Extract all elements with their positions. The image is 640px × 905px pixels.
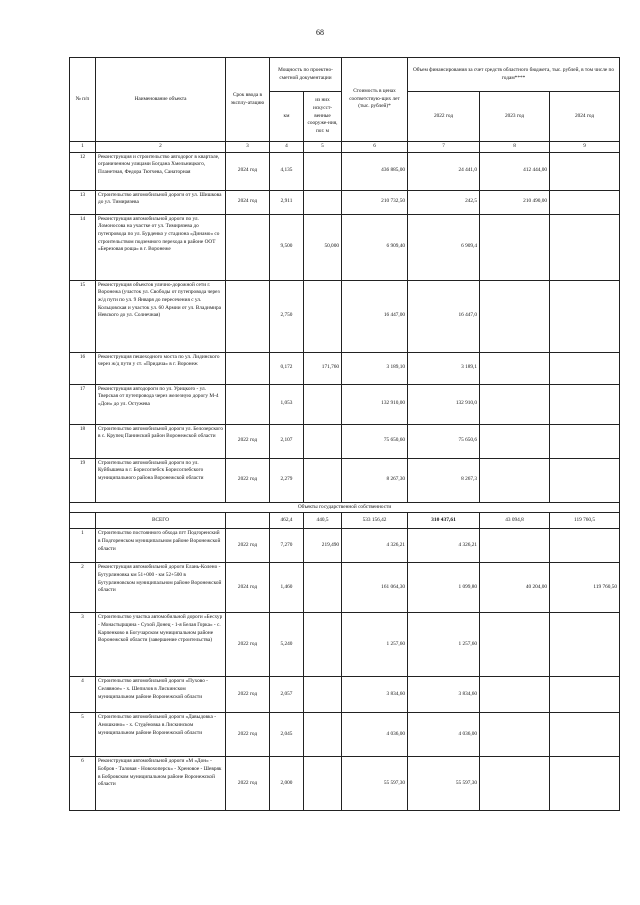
table-row <box>70 529 620 563</box>
commission-term: 2024 год <box>226 563 270 613</box>
finance-2024 <box>550 152 620 190</box>
table-row <box>70 424 620 458</box>
finance-2023: 40 204,00 <box>480 563 550 613</box>
header-term: Срок ввода в эксплу-атацию <box>226 58 270 142</box>
total-label: ВСЕГО <box>96 513 226 529</box>
table-row <box>70 352 620 384</box>
row-number: 18 <box>70 424 96 458</box>
column-number: 2 <box>96 142 226 153</box>
header-artificial: из них искусст-венные сооруже-ния, пог. м <box>304 92 342 142</box>
total-artificial: 440,5 <box>304 513 342 529</box>
cost-value: 4 326,21 <box>342 529 408 563</box>
capacity-km: 7,270 <box>270 529 304 563</box>
section-row <box>70 502 620 513</box>
row-number: 15 <box>70 280 96 352</box>
object-name: Строительство участка автомобильной дороги «Бесхур - Монастырщина - Сухой Донец - 1-я Белая Горка» - с. Карпенково в Богучарском муниципальном районе Воронежской области (завершение строительства) <box>96 613 226 677</box>
table-row <box>70 384 620 424</box>
table-row <box>70 563 620 613</box>
finance-2023 <box>480 214 550 280</box>
finance-2022: 75 650,6 <box>408 424 480 458</box>
commission-term <box>226 384 270 424</box>
commission-term: 2022 год <box>226 613 270 677</box>
artificial-structures <box>304 677 342 713</box>
cost-value: 161 064,30 <box>342 563 408 613</box>
object-name: Реконструкция пешеходного моста по ул. Лидинского через ж/д пути у ст. «Придача» в г. Воронеж <box>96 352 226 384</box>
capacity-km: 1,053 <box>270 384 304 424</box>
header-finance: Объем финансирования за счет средств областного бюджета, тыс. рублей, в том числе по годам**** <box>408 58 620 92</box>
finance-2024 <box>550 190 620 214</box>
commission-term: 2022 год <box>226 529 270 563</box>
total-km: 462,4 <box>270 513 304 529</box>
header-name: Наименование объекта <box>96 58 226 142</box>
finance-2022: 4 326,21 <box>408 529 480 563</box>
capacity-km: 2,000 <box>270 757 304 811</box>
total-2024: 119 760,5 <box>550 513 620 529</box>
cost-value: 4 036,00 <box>342 713 408 757</box>
row-number: 1 <box>70 529 96 563</box>
column-number: 9 <box>550 142 620 153</box>
finance-2024 <box>550 352 620 384</box>
artificial-structures <box>304 384 342 424</box>
row-number: 17 <box>70 384 96 424</box>
header-2023: 2023 год <box>480 92 550 142</box>
artificial-structures: 50,000 <box>304 214 342 280</box>
page-number: 68 <box>316 28 324 37</box>
object-name: Реконструкция автомобильной дороги по ул. Ломоносова на участке от ул. Тимирязева до путепровода по ул. Бурденко у стадиона «Динамо» со строительством подземного перехода в районе ООТ «Березовая роща» в г. Воронеже <box>96 214 226 280</box>
finance-2023 <box>480 613 550 677</box>
commission-term: 2022 год <box>226 424 270 458</box>
finance-2022: 1 257,60 <box>408 613 480 677</box>
finance-2023 <box>480 352 550 384</box>
capacity-km: 1,460 <box>270 563 304 613</box>
finance-2024 <box>550 384 620 424</box>
table-row <box>70 458 620 502</box>
header-2022: 2022 год <box>408 92 480 142</box>
table-row <box>70 713 620 757</box>
finance-2022: 1 099,80 <box>408 563 480 613</box>
capacity-km: 2,750 <box>270 280 304 352</box>
commission-term: 2022 год <box>226 713 270 757</box>
artificial-structures <box>304 458 342 502</box>
capacity-km: 2,057 <box>270 677 304 713</box>
artificial-structures <box>304 152 342 190</box>
object-name: Строительство автомобильной дороги «Пухово - Селявное» - х. Шепилов в Лискинском муниципальном районе Воронежской области <box>96 677 226 713</box>
commission-term: 2024 год <box>226 190 270 214</box>
row-number: 12 <box>70 152 96 190</box>
table-row <box>70 214 620 280</box>
finance-2023 <box>480 384 550 424</box>
object-name: Реконструкция автомобильной дороги Елань-Коленo - Бутурлиновка км 51+000 - км 52+500 в Бутурлиновском муниципальном районе Воронежской области <box>96 563 226 613</box>
artificial-structures <box>304 424 342 458</box>
finance-2024 <box>550 280 620 352</box>
row-number: 14 <box>70 214 96 280</box>
finance-2022: 6 909,4 <box>408 214 480 280</box>
commission-term <box>226 214 270 280</box>
table-row <box>70 190 620 214</box>
section-title: Объекты государственной собственности <box>70 502 620 513</box>
row-number: 5 <box>70 713 96 757</box>
object-name: Реконструкция автодороги по ул. Урицкого - ул. Тверская от путепровода через железную дорогу М-4 «Дон» до ул. Остужева <box>96 384 226 424</box>
commission-term <box>226 280 270 352</box>
artificial-structures <box>304 280 342 352</box>
column-number: 1 <box>70 142 96 153</box>
capacity-km: 0,172 <box>270 352 304 384</box>
object-name: Строительство автомобильной дороги от ул. Шишкова до ул. Тимирязева <box>96 190 226 214</box>
capacity-km: 2,279 <box>270 458 304 502</box>
finance-2024 <box>550 214 620 280</box>
commission-term: 2024 год <box>226 152 270 190</box>
object-name: Реконструкция автомобильной дороги «М «Дон» - Бобров - Таловая - Новохоперск» - Хреновое - Шевряк в Бобровском муниципальном районе Воронежской области <box>96 757 226 811</box>
cost-value: 75 650,60 <box>342 424 408 458</box>
object-name: Реконструкция и строительство автодорог в квартале, ограниченном улицами Богдана Хмельницкого, Планетная, Федора Тютчева, Санаторная <box>96 152 226 190</box>
finance-2024 <box>550 458 620 502</box>
row-number: 6 <box>70 757 96 811</box>
table-row <box>70 152 620 190</box>
finance-2022: 16 447,0 <box>408 280 480 352</box>
finance-2022: 3 189,1 <box>408 352 480 384</box>
object-name: Строительство автомобильной дороги ул. Белозерского в с. Крупец Панинский район Воронежской области <box>96 424 226 458</box>
commission-term: 2022 год <box>226 757 270 811</box>
column-number: 3 <box>226 142 270 153</box>
finance-2024 <box>550 713 620 757</box>
row-number: 3 <box>70 613 96 677</box>
finance-2023: 412 444,00 <box>480 152 550 190</box>
table-row <box>70 280 620 352</box>
header-num: № п/п <box>70 58 96 142</box>
cost-value: 8 267,30 <box>342 458 408 502</box>
cost-value: 210 732,50 <box>342 190 408 214</box>
table-row <box>70 757 620 811</box>
object-name: Строительство автомобильной дороги по ул. Куйбышева в г. Борисоглебск Борисоглебского муниципального района Воронежской области <box>96 458 226 502</box>
object-name: Строительство постоянного обхода пгт Подгоренский в Подгоренском муниципальном районе Воронежской области <box>96 529 226 563</box>
total-2023: 43 094,8 <box>480 513 550 529</box>
capacity-km: 2,045 <box>270 713 304 757</box>
finance-2023 <box>480 757 550 811</box>
finance-2023 <box>480 458 550 502</box>
finance-2022: 3 834,60 <box>408 677 480 713</box>
cost-value: 1 257,60 <box>342 613 408 677</box>
artificial-structures: 219,490 <box>304 529 342 563</box>
finance-2022: 24 441,0 <box>408 152 480 190</box>
finance-2022: 132 910,0 <box>408 384 480 424</box>
financing-table <box>69 57 620 811</box>
finance-2022: 8 267,3 <box>408 458 480 502</box>
object-name: Реконструкция объектов улично-дорожной сети г. Воронежа (участок ул. Свободы от путепровода через ж/д пути по ул. 9 Января до пересечения с ул. Кольцовская и участок ул. 60 Армии от ул. Владимира Невского до ул. Солнечная) <box>96 280 226 352</box>
table-row <box>70 677 620 713</box>
cost-value: 3 834,60 <box>342 677 408 713</box>
header-2024: 2024 год <box>550 92 620 142</box>
capacity-km: 2,911 <box>270 190 304 214</box>
column-number: 6 <box>342 142 408 153</box>
column-number: 7 <box>408 142 480 153</box>
column-number: 8 <box>480 142 550 153</box>
cost-value: 3 189,10 <box>342 352 408 384</box>
total-cost: 533 156,42 <box>342 513 408 529</box>
finance-2024 <box>550 529 620 563</box>
commission-term: 2022 год <box>226 677 270 713</box>
finance-2024: 119 760,50 <box>550 563 620 613</box>
finance-2023 <box>480 713 550 757</box>
artificial-structures <box>304 563 342 613</box>
capacity-km: 9,500 <box>270 214 304 280</box>
finance-2022: 4 036,00 <box>408 713 480 757</box>
row-number: 2 <box>70 563 96 613</box>
commission-term: 2022 год <box>226 458 270 502</box>
finance-2024 <box>550 677 620 713</box>
cost-value: 436 885,00 <box>342 152 408 190</box>
finance-2023: 210 490,00 <box>480 190 550 214</box>
cost-value: 16 447,00 <box>342 280 408 352</box>
header-cost: Стоимость в ценах соответствую-щих лет (тыс. рублей)* <box>342 58 408 142</box>
row-number: 13 <box>70 190 96 214</box>
artificial-structures <box>304 713 342 757</box>
finance-2023 <box>480 280 550 352</box>
row-number: 16 <box>70 352 96 384</box>
table-row <box>70 613 620 677</box>
cost-value: 55 597,30 <box>342 757 408 811</box>
column-numbers-row <box>70 142 620 153</box>
artificial-structures <box>304 190 342 214</box>
artificial-structures <box>304 757 342 811</box>
artificial-structures: 171,760 <box>304 352 342 384</box>
object-name: Строительство автомобильной дороги «Давыдовка - Аношкино» - х. Студёновка в Лискинском муниципальном районе Воронежской области <box>96 713 226 757</box>
capacity-km: 4,135 <box>270 152 304 190</box>
cost-value: 132 910,00 <box>342 384 408 424</box>
cost-value: 6 909,40 <box>342 214 408 280</box>
finance-2023 <box>480 424 550 458</box>
artificial-structures <box>304 613 342 677</box>
finance-2022: 242,5 <box>408 190 480 214</box>
finance-2023 <box>480 529 550 563</box>
capacity-km: 5,240 <box>270 613 304 677</box>
column-number: 5 <box>304 142 342 153</box>
column-number: 4 <box>270 142 304 153</box>
row-number: 19 <box>70 458 96 502</box>
finance-2024 <box>550 757 620 811</box>
header-capacity: Мощность по проектно-сметной документации <box>270 58 342 92</box>
finance-2024 <box>550 424 620 458</box>
total-row <box>70 513 620 529</box>
row-number: 4 <box>70 677 96 713</box>
header-km: км <box>270 92 304 142</box>
finance-2024 <box>550 613 620 677</box>
finance-2022: 55 597,30 <box>408 757 480 811</box>
finance-2023 <box>480 677 550 713</box>
total-2022: 310 437,61 <box>408 513 480 529</box>
capacity-km: 2,107 <box>270 424 304 458</box>
commission-term <box>226 352 270 384</box>
